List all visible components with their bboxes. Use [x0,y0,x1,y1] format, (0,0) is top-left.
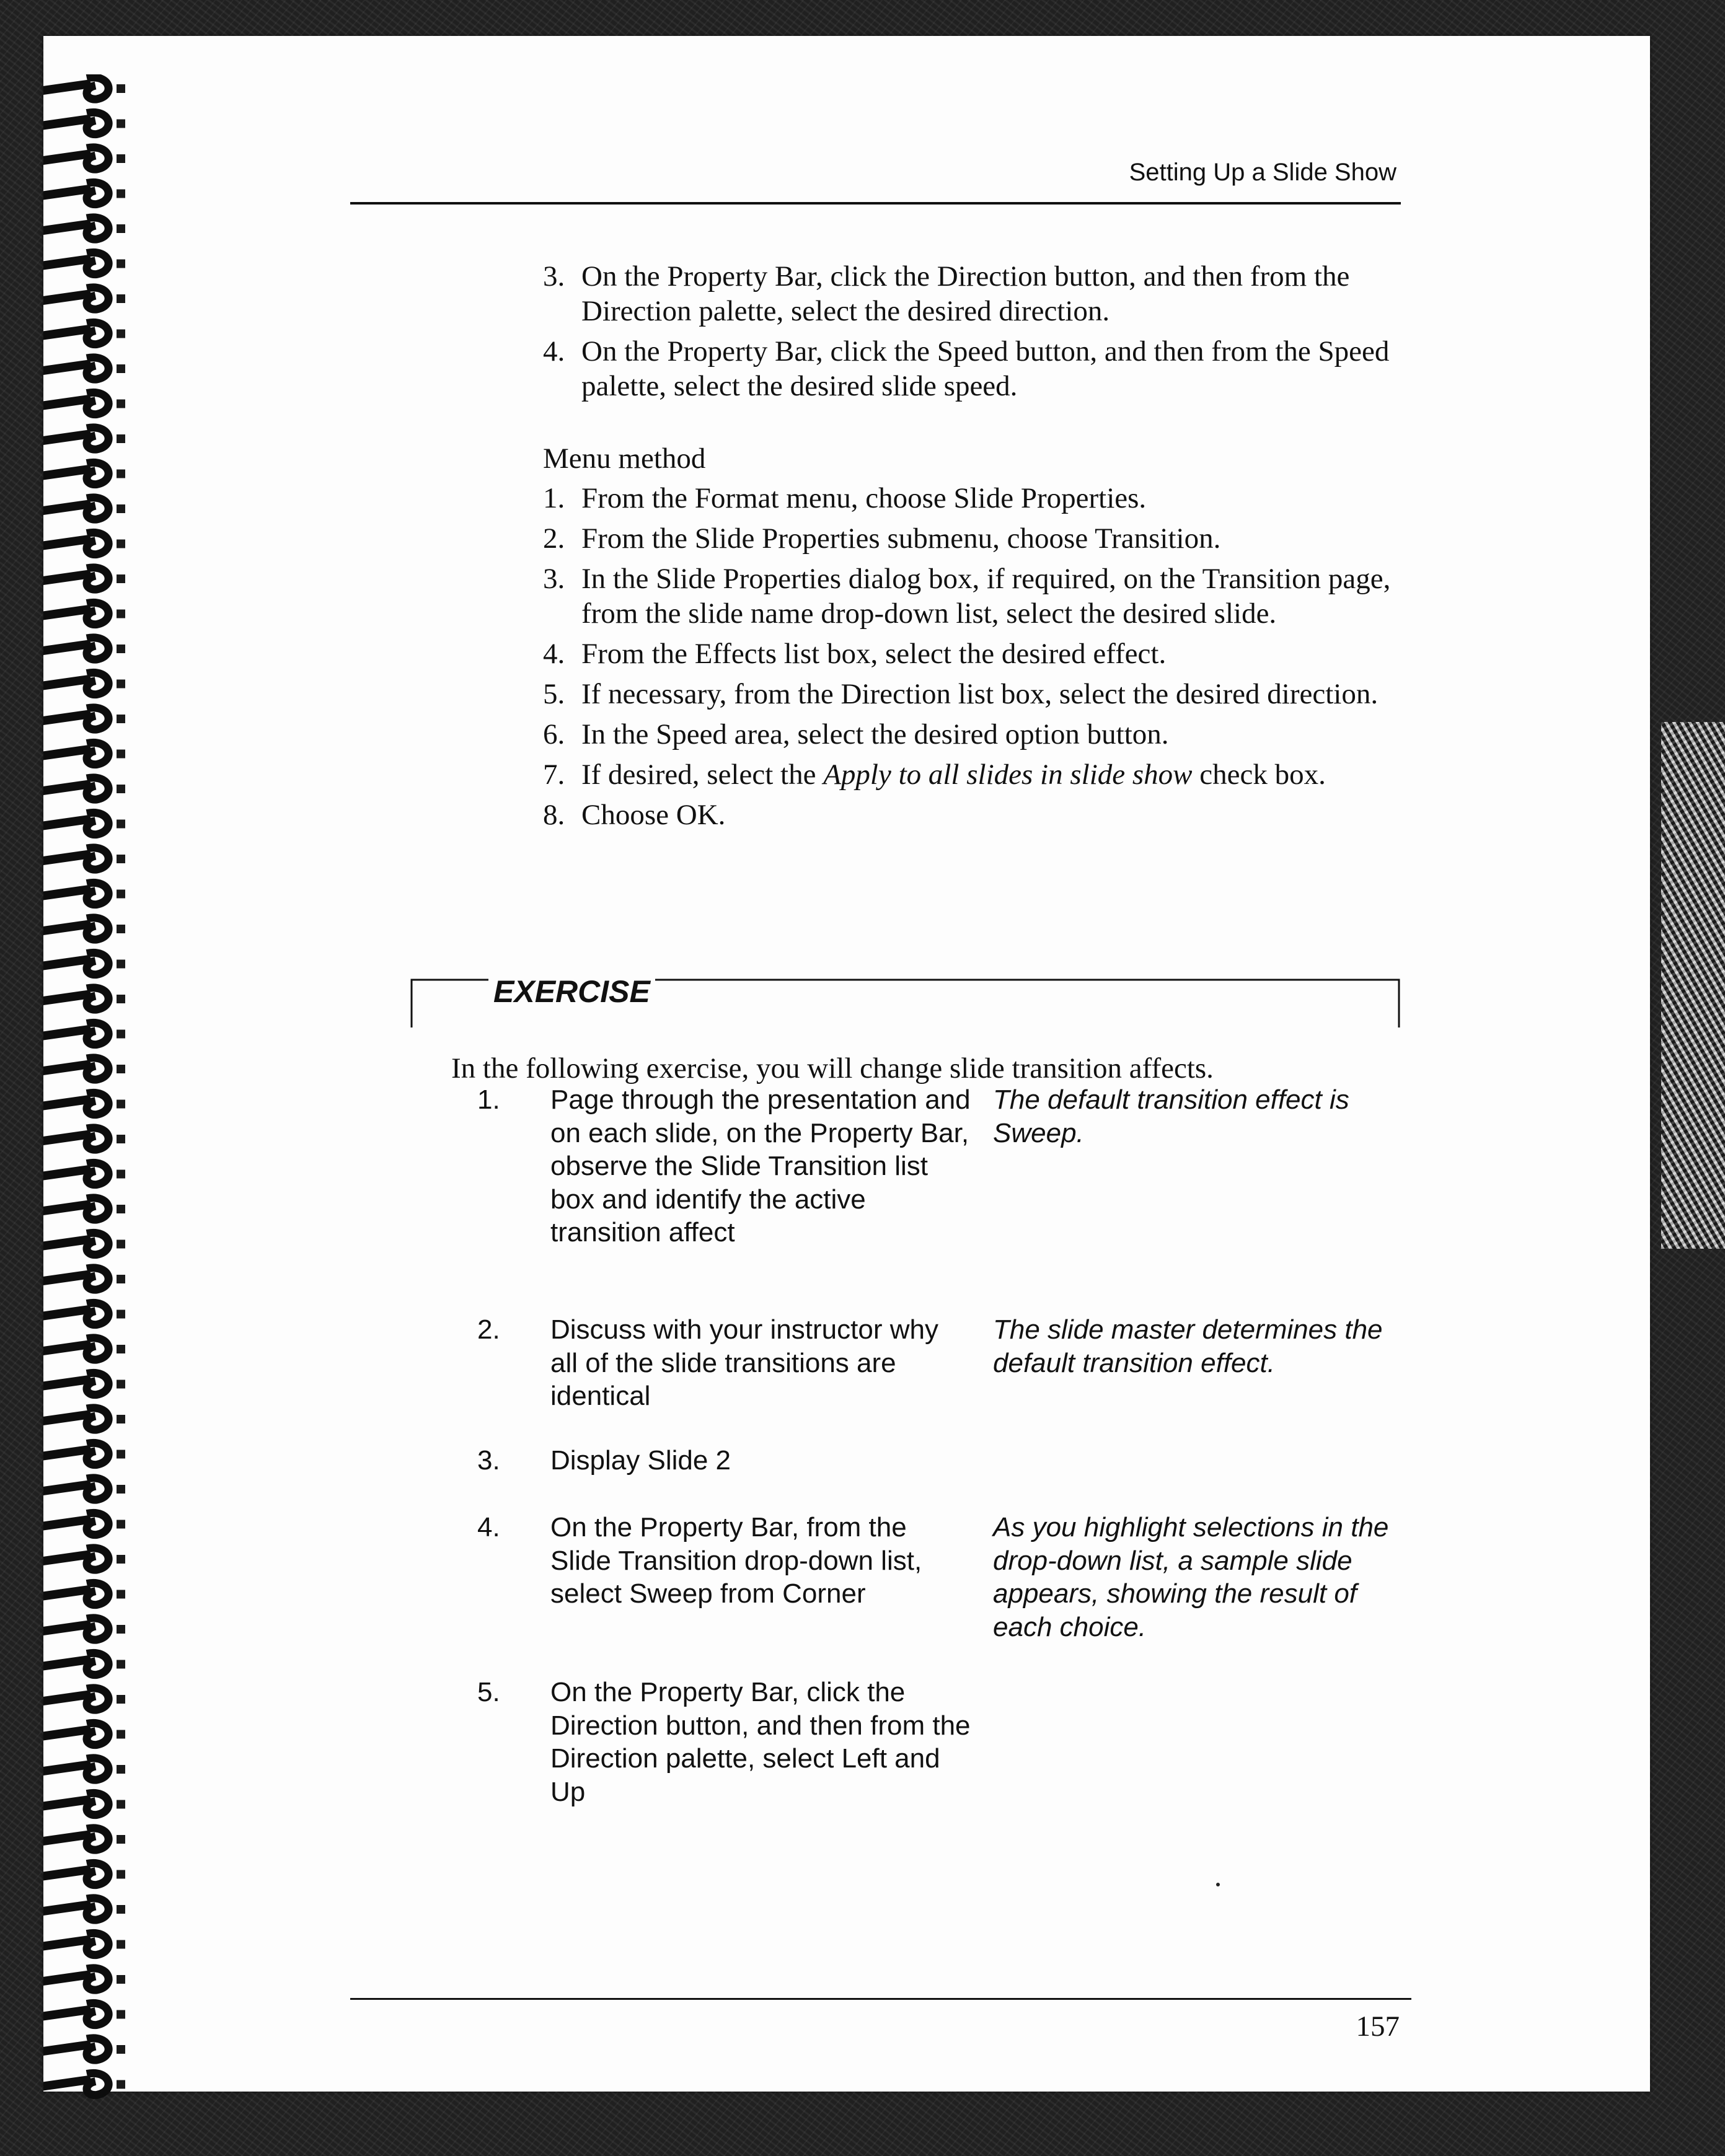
spiral-coil [43,1898,125,1920]
spiral-coil [43,322,125,344]
spiral-coil [43,638,125,659]
exercise-step-text: Display Slide 2 [550,1445,731,1476]
exercise-step-number: 5. [477,1677,500,1707]
spiral-coil [43,1198,125,1220]
spiral-coil [43,498,125,519]
spiral-coil [43,672,125,694]
spiral-coil [43,428,125,449]
exercise-step-text: On the Property Bar, from the Slide Transition drop-down list, select Sweep from Corner [550,1512,922,1609]
menu-method-heading: Menu method [543,442,706,475]
step-text: Choose OK. [581,799,726,831]
step-text-prefix: If desired, select the [581,759,824,791]
spiral-coil [43,182,125,204]
spiral-coil [43,812,125,834]
exercise-step-note: As you highlight selections in the drop-down list, a sample slide appears, showing the result of each choice. [993,1512,1389,1642]
exercise-step-text: Discuss with your instructor why all of the slide transitions are identical [550,1314,938,1411]
spiral-coil [43,252,125,274]
spiral-coil [43,1618,125,1640]
checkbox-name-emphasis: Apply to all slides in slide show [823,759,1193,791]
spiral-coil [43,1793,125,1815]
step-number: 5. [543,678,565,710]
spiral-coil [43,532,125,554]
scan-speckle-edge [1661,722,1725,1249]
footer-rule [350,1998,1411,2000]
spiral-coil [43,1723,125,1745]
step-text: On the Property Bar, click the Direction button, and then from the Direction palette, select the desired direction. [581,260,1350,327]
spiral-coil [43,1233,125,1254]
step-number: 3. [543,563,565,595]
spiral-coil [43,218,125,239]
spiral-coil [43,1968,125,1990]
spiral-coil [43,602,125,624]
list-item [543,481,1423,516]
spiral-coil [43,77,125,99]
step-number: 1. [543,482,565,514]
spiral-coil [43,1583,125,1604]
book-page [43,36,1650,2092]
step-text: From the Slide Properties submenu, choose Transition. [581,522,1221,555]
exercise-step-text: On the Property Bar, click the Direction button, and then from the Direction palette, select Left and Up [550,1677,971,1807]
spiral-coil [43,848,125,869]
step-number: 6. [543,718,565,750]
spiral-coil [43,1513,125,1534]
spiral-coil [43,2003,125,2025]
spiral-coil [43,392,125,414]
spiral-coil [43,1373,125,1394]
list-item [543,757,1423,792]
page-number: 157 [1356,2010,1400,2043]
spiral-coil [43,358,125,379]
list-item [543,334,1423,403]
exercise-step-text: Page through the presentation and on each slide, on the Property Bar, observe the Slide Transition list box and identify the active transition affect [550,1085,971,1247]
list-item [543,521,1423,556]
spiral-coil [43,778,125,799]
spiral-coil [43,953,125,974]
list-item [543,717,1423,752]
step-text-suffix: check box. [1192,759,1326,791]
list-item [543,677,1423,711]
step-number: 3. [543,260,565,293]
exercise-step-number: 2. [477,1314,500,1345]
spiral-coil [43,1128,125,1150]
exercise-intro: In the following exercise, you will change slide transition affects. [451,1052,1214,1085]
continued-steps-list [543,259,1423,409]
spiral-coil [43,1548,125,1570]
spiral-coil [43,1758,125,1780]
spiral-coil [43,1863,125,1885]
exercise-step-number: 1. [477,1085,500,1115]
spiral-coil [43,1828,125,1850]
spiral-coil [43,1688,125,1710]
list-item [543,636,1423,671]
exercise-title: EXERCISE [488,973,655,1010]
spiral-coil [43,288,125,309]
spiral-coil [43,112,125,134]
running-head: Setting Up a Slide Show [1129,159,1396,186]
spiral-binding [43,74,136,2107]
spiral-coil [43,1268,125,1290]
spiral-coil [43,1478,125,1500]
step-text: In the Slide Properties dialog box, if required, on the Transition page, from the slide name drop-down list, select the desired slide. [581,563,1391,630]
list-item [543,259,1423,328]
spiral-coil [43,1163,125,1184]
spiral-coil [43,2073,125,2095]
step-number: 7. [543,759,565,791]
spiral-coil [43,988,125,1010]
step-number: 8. [543,799,565,831]
step-text: In the Speed area, select the desired option button. [581,718,1169,750]
exercise-step-number: 3. [477,1445,500,1476]
menu-method-list [543,481,1423,838]
spiral-coil [43,568,125,589]
step-number: 4. [543,638,565,670]
exercise-step-note: The slide master determines the default transition effect. [993,1314,1383,1378]
spiral-coil [43,1933,125,1955]
stray-mark [1216,1883,1220,1886]
list-item [543,798,1423,832]
step-text: From the Effects list box, select the desired effect. [581,638,1167,670]
step-number: 4. [543,335,565,367]
step-text: On the Property Bar, click the Speed button, and then from the Speed palette, select the desired slide speed. [581,335,1390,402]
exercise-step-number: 4. [477,1512,500,1542]
spiral-coil [43,147,125,169]
step-text: If necessary, from the Direction list box, select the desired direction. [581,678,1379,710]
spiral-coil [43,1653,125,1674]
step-number: 2. [543,522,565,555]
list-item [543,561,1423,631]
exercise-step-note: The default transition effect is Sweep. [993,1085,1349,1148]
spiral-coil [43,708,125,729]
step-text: From the Format menu, choose Slide Properties. [581,482,1147,514]
spiral-coil [43,1093,125,1114]
header-rule [350,202,1401,205]
spiral-coil [43,882,125,904]
spiral-coil [43,2038,125,2060]
spiral-coil [43,1303,125,1324]
spiral-coil [43,918,125,939]
spiral-coil [43,1443,125,1464]
spiral-coil [43,1338,125,1360]
spiral-coil [43,1023,125,1044]
spiral-coil [43,742,125,764]
spiral-coil [43,1408,125,1430]
spiral-coil [43,1058,125,1080]
spiral-coil [43,462,125,484]
